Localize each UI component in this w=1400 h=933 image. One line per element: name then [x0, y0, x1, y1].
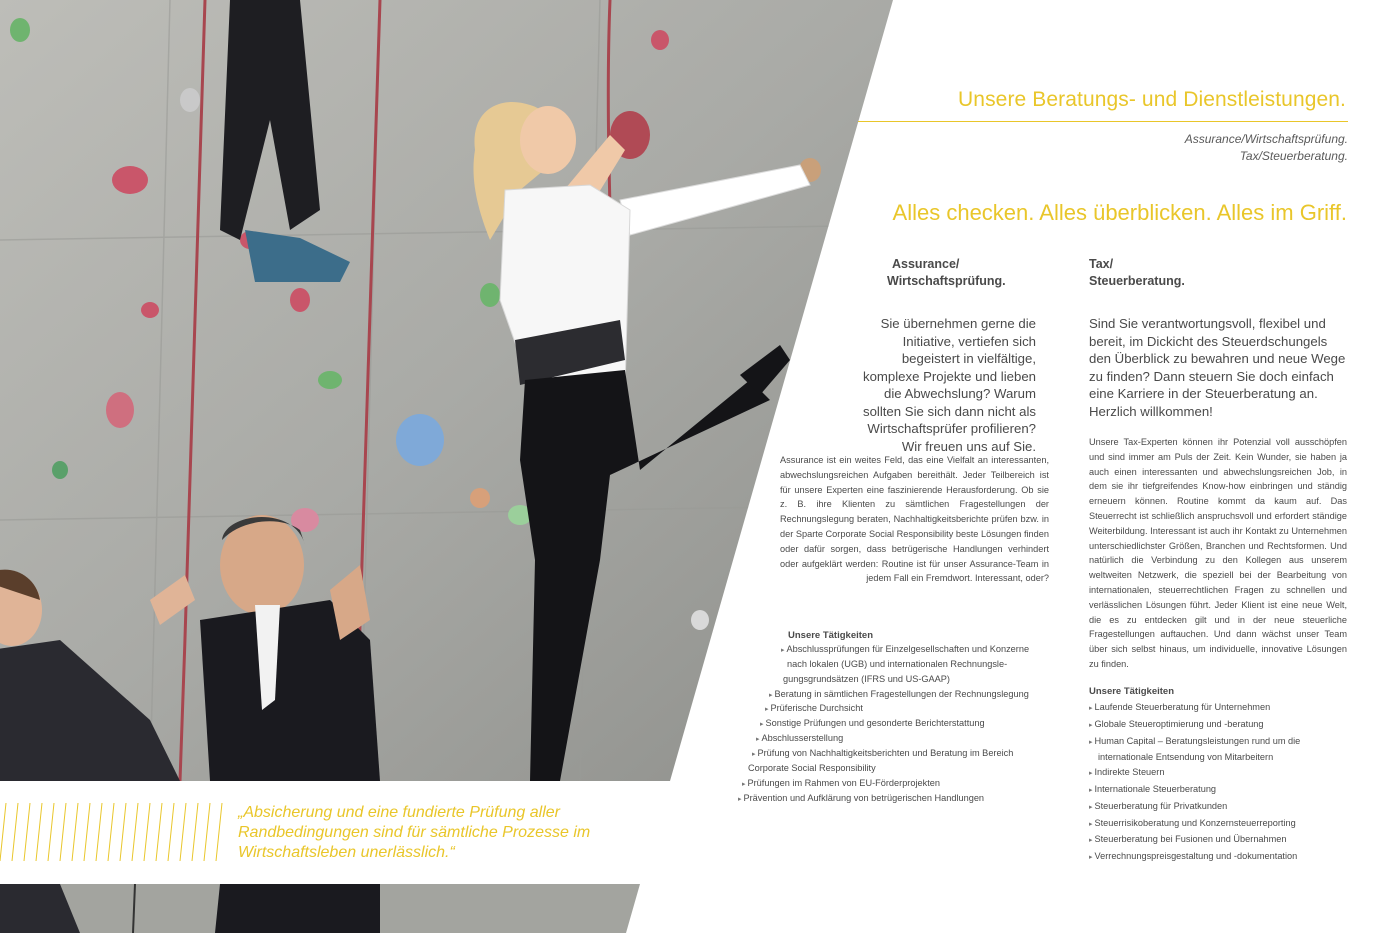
task-item: ▸ Laufende Steuerberatung für Unternehmen [1089, 700, 1351, 717]
task-item: ▸ Abschlusserstellung [756, 731, 843, 748]
task-item: ▸ Human Capital – Beratungsleistungen rund um die internationale Entsendung von Mitarbeitern [1089, 734, 1351, 766]
task-item: ▸ Verrechnungspreisgestaltung und -dokumentation [1089, 849, 1351, 866]
task-item: ▸ Steuerberatung bei Fusionen und Übernahmen [1089, 832, 1351, 849]
task-item-continued: gungsgrundsätzen (IFRS und US-GAAP) [783, 674, 950, 684]
tagline: Alles checken. Alles überblicken. Alles im Griff. [892, 200, 1347, 225]
pull-quote: „Absicherung und eine fundierte Prüfung aller Randbedingungen sind für sämtliche Prozesse im Wirtschaftsleben unerlässlich.“ [238, 804, 591, 861]
assurance-heading-line1: Assurance/ [892, 257, 960, 271]
task-item: ▸ Steuerberatung für Privatkunden [1089, 799, 1351, 816]
tax-body: Unsere Tax-Experten können ihr Potenzial voll ausschöpfen und sind immer am Puls der Zeit. Kein Wunder, sie haben ja auch einen interessanten und abwechslungsreichen Job, in dem sie ihr tiefgreifendes Know-how einbringen und ständig erneuern können. Routine kommt da kaum auf. Das Steuerrecht ist schließlich anspruchsvoll und erfordert ständige Weiterbildung. Interessant ist auch ihr Kontakt zu Unternehmen unterschiedlichster Größen, Branchen und Rechtsformen. Und natürlich die Verbindung zu den Kollegen aus unserem weltweiten Netzwerk, die speziell bei der Bearbeitung von internationalen, steuerrechtlichen Fragen zu schnellen und verlässlichen Lösungen führt. Jeder Klient ist eine neue Welt, die es zu entdecken gilt und in der neue steuerliche Fragestellungen auftauchen. Und dann wächst unser Team über sich selbst hinaus, um individuelle, innovative Lösungen zu finden. [1089, 437, 1347, 669]
task-item: ▸ Sonstige Prüfungen und gesonderte Berichterstattung [760, 716, 985, 733]
task-item: ▸ Steuerrisikoberatung und Konzernsteuerreporting [1089, 816, 1351, 833]
task-item: ▸ Globale Steueroptimierung und -beratung [1089, 717, 1351, 734]
task-item: ▸ Beratung in sämtlichen Fragestellungen der Rechnungslegung [769, 687, 1029, 704]
assurance-lead: Sie übernehmen gerne die Initiative, vertiefen sich begeistert in vielfältige, komplexe Projekte und lieben die Abwechslung? Warum sollten Sie sich dann nicht als Wirtschaftsprüfer profilieren? Wir freuen uns auf Sie. [862, 316, 1036, 454]
subtitle-tax: Tax/Steuerberatung. [1239, 149, 1348, 163]
task-item: ▸ Prävention und Aufklärung von betrügerischen Handlungen [738, 791, 984, 808]
task-item: ▸ Prüfung von Nachhaltigkeitsberichten und Beratung im Bereich [752, 746, 1013, 763]
task-item: ▸ Internationale Steuerberatung [1089, 782, 1351, 799]
service-subtitle-list [1185, 131, 1348, 165]
assurance-heading [887, 256, 1006, 290]
tax-heading [1089, 256, 1185, 290]
assurance-tasks-heading: Unsere Tätigkeiten [788, 630, 873, 641]
task-item: ▸ Prüfungen im Rahmen von EU-Förderprojekten [742, 776, 940, 793]
task-item: ▸ Abschlussprüfungen für Einzelgesellschaften und Konzerne [781, 642, 1029, 659]
tax-task-list [1089, 700, 1351, 866]
tax-tasks-heading: Unsere Tätigkeiten [1089, 686, 1174, 697]
heading-rule [858, 121, 1348, 122]
tax-heading-line1: Tax/ [1089, 257, 1114, 271]
tax-lead: Sind Sie verantwortungsvoll, flexibel und bereit, im Dickicht des Steuerdschungels den Überblick zu bewahren und neue Wege zu finden? Dann steuern Sie doch einfach eine Karriere in der Steuerberatung an. Herzlich willkommen! [1089, 316, 1346, 419]
task-item: ▸ Indirekte Steuern [1089, 765, 1351, 782]
assurance-body: Assurance ist ein weites Feld, das eine Vielfalt an interessanten, abwechslungsreichen Aufgaben bereithält. Jeder Teilbereich ist für unsere Experten eine faszinierende Herausforderung. Ob sie z. B. ihre Klienten zu sämtlichen Fragestellungen der Rechnungslegung beraten, Nachhaltigkeitsberichte prüfen bzw. in der Sparte Corporate Social Responsibility beste Lösungen finden oder dafür sorgen, dass betrügerische Handlungen verhindert oder aufgeklärt werden: Routine ist für unser Assurance-Team in jedem Fall ein Fremdwort. Interessant, oder? [780, 455, 1049, 584]
task-item-continued: nach lokalen (UGB) und internationalen Rechnungsle- [787, 659, 1008, 669]
assurance-heading-line2: Wirtschaftsprüfung. [887, 274, 1006, 288]
page-title: Unsere Beratungs- und Dienstleistungen. [958, 88, 1346, 111]
tax-heading-line2: Steuerberatung. [1089, 274, 1185, 288]
task-item-continued: Corporate Social Responsibility [748, 763, 876, 773]
subtitle-assurance: Assurance/Wirtschaftsprüfung. [1184, 132, 1348, 146]
task-item: ▸ Prüferische Durchsicht [765, 701, 863, 718]
